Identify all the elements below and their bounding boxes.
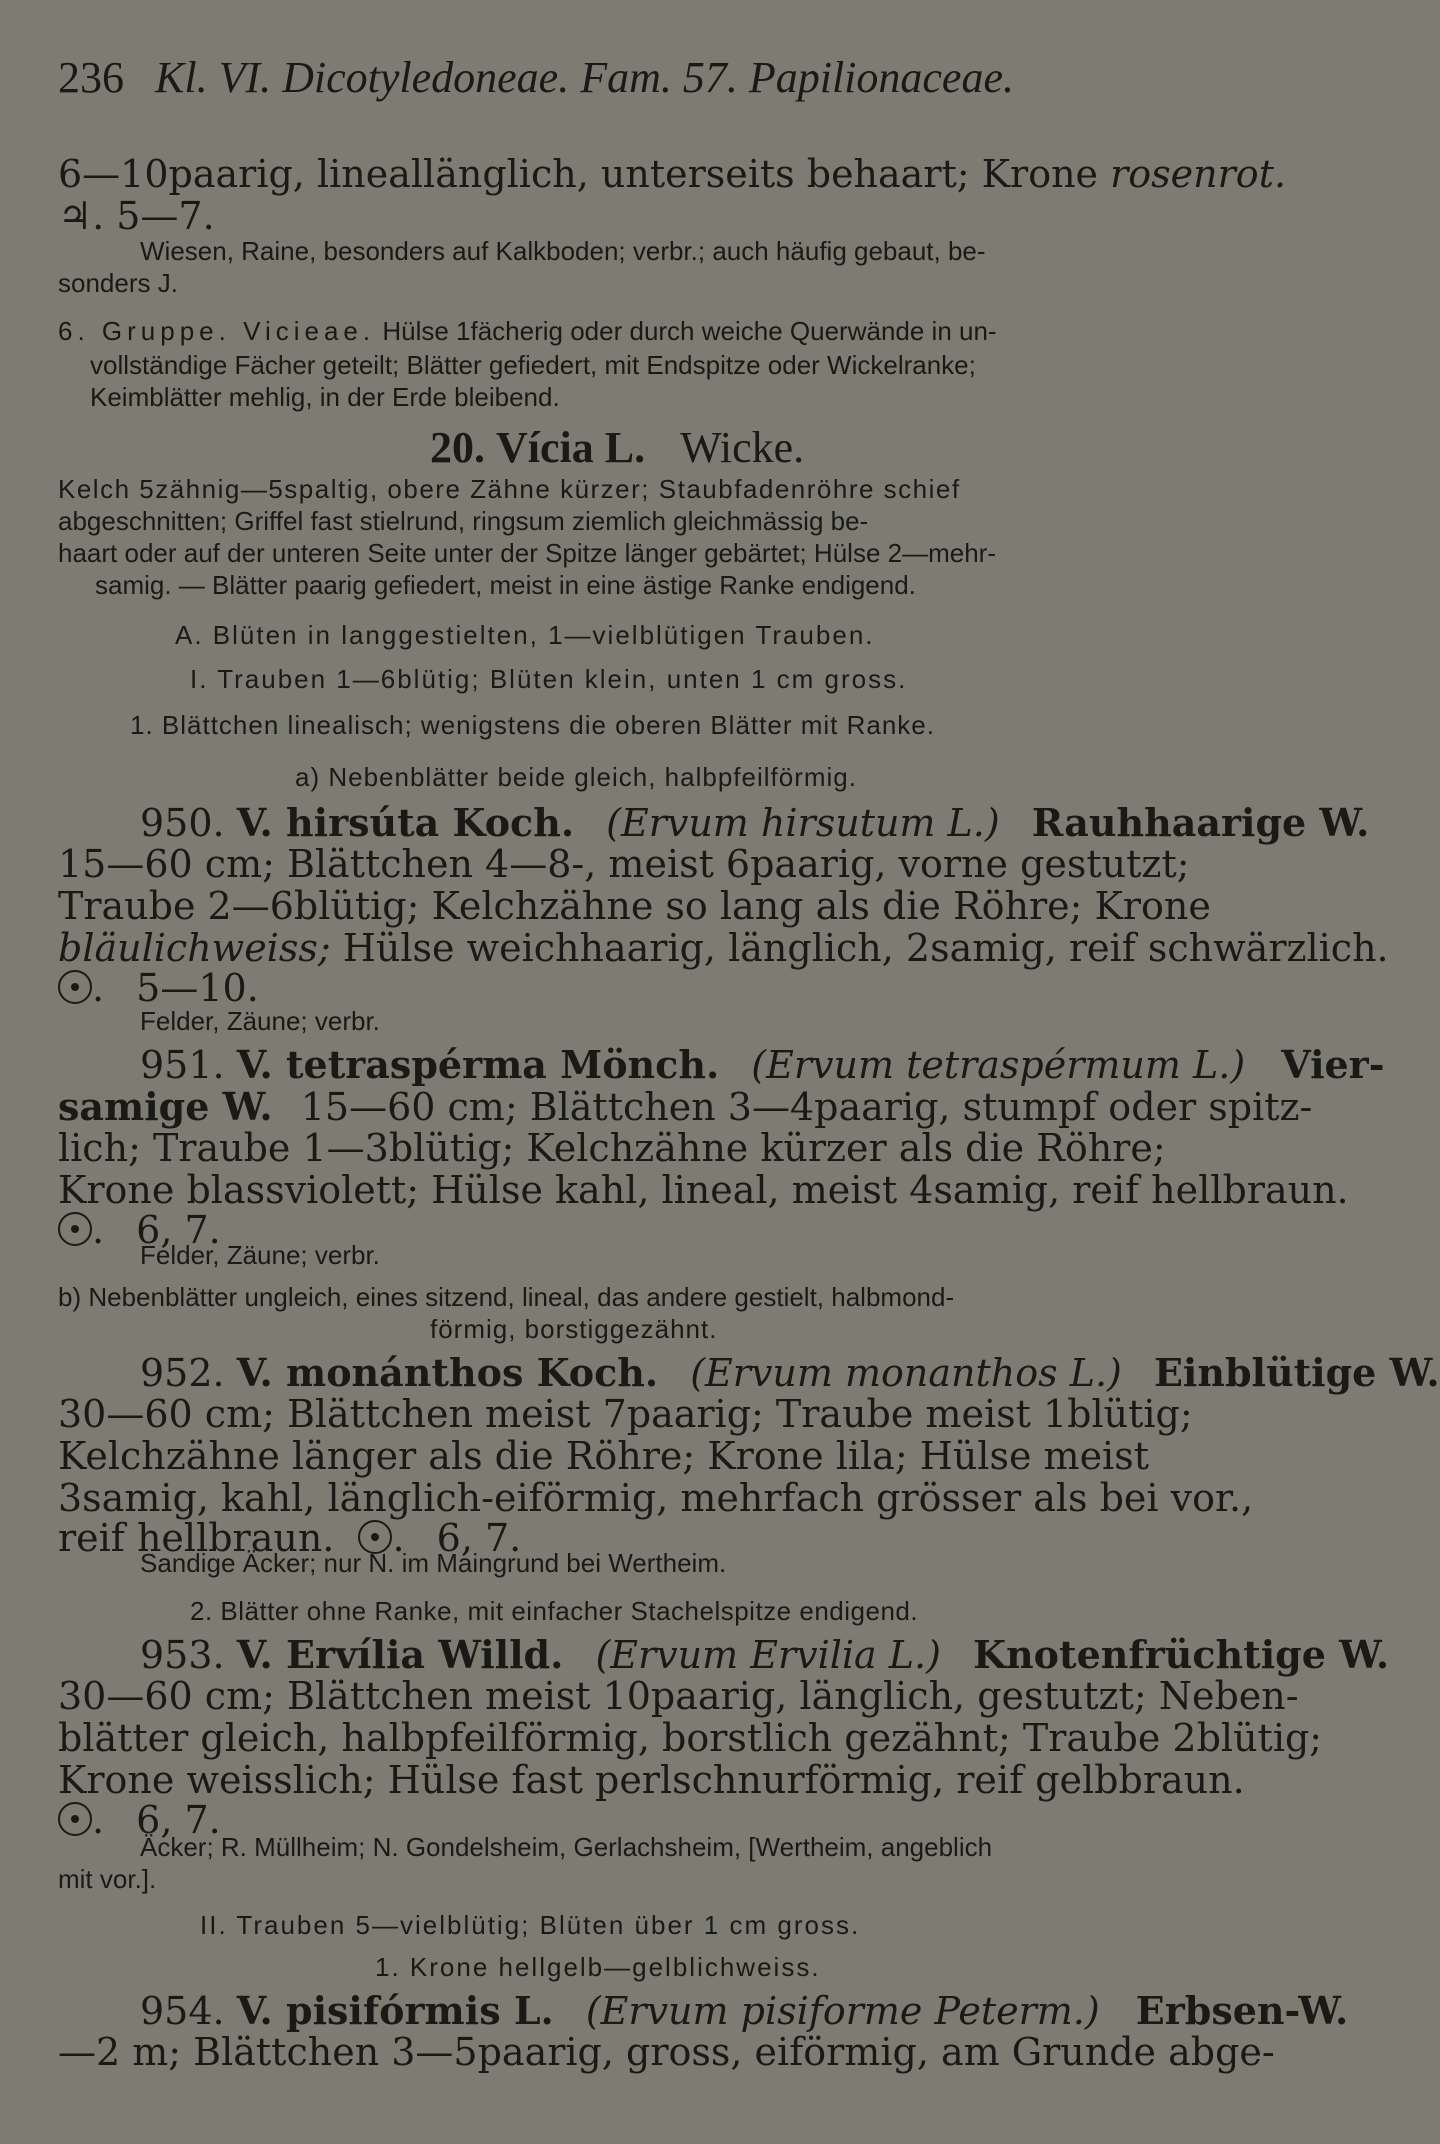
key-A: A. Blüten in langgestielten, 1—vielblütigen Trauben. bbox=[175, 620, 875, 650]
genus-desc: abgeschnitten; Griffel fast stielrund, ringsum ziemlich gleichmässig be- bbox=[58, 506, 869, 536]
species-954-text: —2 m; Blättchen 3—5paarig, gross, eiförmig, am Grunde abge- bbox=[58, 2030, 1275, 2074]
group-text: Keimblätter mehlig, in der Erde bleibend. bbox=[90, 382, 560, 412]
species-952-text: reif hellbraun. . 6, 7. bbox=[58, 1516, 522, 1560]
genus-desc: Kelch 5zähnig—5spaltig, obere Zähne kürzer; Staubfadenröhre schief bbox=[58, 474, 961, 504]
species-951-text: . 6, 7. bbox=[58, 1208, 221, 1252]
group-text: vollständige Fächer geteilt; Blätter gefiedert, mit Endspitze oder Wickelranke; bbox=[90, 350, 976, 380]
species-951-text: Krone blassviolett; Hülse kahl, lineal, meist 4samig, reif hellbraun. bbox=[58, 1168, 1349, 1212]
species-953-heading: 953. V. Ervília Willd. (Ervum Ervilia L.) Knotenfrüchtige W. bbox=[140, 1632, 1390, 1677]
annual-icon bbox=[58, 970, 92, 1004]
species-950-text: . 5—10. bbox=[58, 966, 259, 1010]
habitat-line: Felder, Zäune; verbr. bbox=[140, 1240, 380, 1270]
key-b: b) Nebenblätter ungleich, eines sitzend, lineal, das andere gestielt, halbmond- bbox=[58, 1282, 955, 1312]
habitat-line: mit vor.]. bbox=[58, 1864, 157, 1894]
group-heading: 6. Gruppe. Vicieae. Hülse 1fächerig oder durch weiche Querwände in un- bbox=[58, 316, 997, 346]
species-952-text: 30—60 cm; Blättchen meist 7paarig; Traube meist 1blütig; bbox=[58, 1392, 1193, 1436]
species-950-text: bläulichweiss; Hülse weichhaarig, länglich, 2samig, reif schwärzlich. bbox=[58, 926, 1389, 970]
species-952-text: Kelchzähne länger als die Röhre; Krone lila; Hülse meist bbox=[58, 1434, 1149, 1478]
genus-desc: haart oder auf der unteren Seite unter der Spitze länger gebärtet; Hülse 2—mehr- bbox=[58, 538, 996, 568]
key-II: II. Trauben 5—vielblütig; Blüten über 1 cm gross. bbox=[200, 1910, 861, 1940]
genus-desc: samig. — Blätter paarig gefiedert, meist in eine ästige Ranke endigend. bbox=[95, 570, 916, 600]
species-950-heading: 950. V. hirsúta Koch. (Ervum hirsutum L.) Rauhhaarige W. bbox=[140, 800, 1370, 845]
annual-icon bbox=[58, 1212, 92, 1246]
habitat-line: Sandige Äcker; nur N. im Maingrund bei Wertheim. bbox=[140, 1548, 727, 1578]
habitat-line: Äcker; R. Müllheim; N. Gondelsheim, Gerlachsheim, [Wertheim, angeblich bbox=[140, 1832, 993, 1862]
species-951-text: lich; Traube 1—3blütig; Kelchzähne kürzer als die Röhre; bbox=[58, 1126, 1166, 1170]
page-number: 236 bbox=[58, 53, 124, 102]
species-952-text: 3samig, kahl, länglich-eiförmig, mehrfach grösser als bei vor., bbox=[58, 1476, 1254, 1520]
species-950-text: 15—60 cm; Blättchen 4—8-, meist 6paarig, vorne gestutzt; bbox=[58, 842, 1190, 886]
annual-icon bbox=[58, 1802, 92, 1836]
species-953-text: Krone weisslich; Hülse fast perlschnurförmig, reif gelbbraun. bbox=[58, 1758, 1245, 1802]
key-a: a) Nebenblätter beide gleich, halbpfeilförmig. bbox=[295, 762, 857, 792]
species-954-heading: 954. V. pisifórmis L. (Ervum pisiforme Peterm.) Erbsen-W. bbox=[140, 1988, 1349, 2033]
species-953-text: blätter gleich, halbpfeilförmig, borstlich gezähnt; Traube 2blütig; bbox=[58, 1716, 1323, 1760]
running-title: Kl. VI. Dicotyledoneae. Fam. 57. Papilionaceae. bbox=[155, 53, 1014, 102]
species-950-text: Traube 2—6blütig; Kelchzähne so lang als die Röhre; Krone bbox=[58, 884, 1211, 928]
intro-line-2: ♃. 5—7. bbox=[58, 194, 215, 238]
genus-heading: 20. Vícia L. Wicke. bbox=[430, 423, 805, 472]
key-b: förmig, borstiggezähnt. bbox=[430, 1314, 718, 1344]
intro-line-1: 6—10paarig, lineallänglich, unterseits behaart; Krone rosenrot. bbox=[58, 152, 1287, 196]
species-953-text: . 6, 7. bbox=[58, 1798, 221, 1842]
species-953-text: 30—60 cm; Blättchen meist 10paarig, länglich, gestutzt; Neben- bbox=[58, 1674, 1299, 1718]
key-II-1: 1. Krone hellgelb—gelblichweiss. bbox=[375, 1952, 821, 1982]
habitat-line: sonders J. bbox=[58, 268, 178, 298]
key-I: I. Trauben 1—6blütig; Blüten klein, unten 1 cm gross. bbox=[190, 664, 908, 694]
habitat-line: Felder, Zäune; verbr. bbox=[140, 1006, 380, 1036]
species-951-text: samige W. 15—60 cm; Blättchen 3—4paarig, stumpf oder spitz- bbox=[58, 1084, 1313, 1129]
page-header bbox=[58, 52, 1014, 103]
species-952-heading: 952. V. monánthos Koch. (Ervum monanthos L.) Einblütige W. bbox=[140, 1350, 1440, 1395]
species-951-heading: 951. V. tetraspérma Mönch. (Ervum tetraspérmum L.) Vier- bbox=[140, 1042, 1385, 1087]
habitat-line: Wiesen, Raine, besonders auf Kalkboden; verbr.; auch häufig gebaut, be- bbox=[140, 236, 986, 266]
key-2: 2. Blätter ohne Ranke, mit einfacher Stachelspitze endigend. bbox=[190, 1596, 919, 1626]
key-1: 1. Blättchen linealisch; wenigstens die oberen Blätter mit Ranke. bbox=[130, 710, 935, 740]
